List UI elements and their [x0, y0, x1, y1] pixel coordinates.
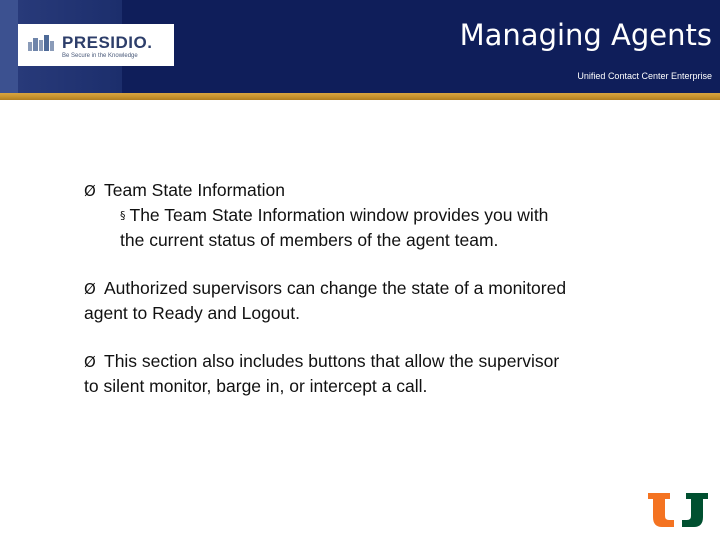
square-bullet-icon: § [120, 209, 126, 222]
bullet-line-2: to silent monitor, barge in, or intercept a call. [84, 376, 428, 396]
logo-name: PRESIDIO. [62, 33, 153, 52]
slide-header [0, 0, 720, 93]
presidio-logo [18, 24, 174, 66]
bullet-authorized-supervisors [84, 276, 664, 325]
slide-title: Managing Agents [459, 18, 712, 52]
bullet-line-2: agent to Ready and Logout. [84, 303, 301, 323]
bullet-team-state [84, 178, 664, 252]
bullet-line-1: Authorized supervisors can change the state of a monitored [104, 278, 567, 298]
header-left-accent [0, 0, 18, 93]
bullet-text: Team State Information [104, 180, 285, 200]
sub-bullet [120, 203, 664, 252]
sub-bullet-line-1: The Team State Information window provides you with [129, 205, 549, 225]
gold-divider [0, 93, 720, 100]
arrow-bullet-icon: Ø [84, 280, 96, 298]
logo-tagline: Be Secure in the Knowledge [62, 53, 138, 59]
slide-subtitle: Unified Contact Center Enterprise [577, 71, 712, 81]
slide-content [84, 178, 664, 422]
bullet-line-1: This section also includes buttons that allow the supervisor [104, 351, 560, 371]
sub-bullet-line-2: the current status of members of the agent team. [120, 230, 499, 250]
arrow-bullet-icon: Ø [84, 182, 96, 200]
um-u-logo-icon [648, 490, 708, 530]
bullet-section-buttons [84, 349, 664, 398]
arrow-bullet-icon: Ø [84, 353, 96, 371]
